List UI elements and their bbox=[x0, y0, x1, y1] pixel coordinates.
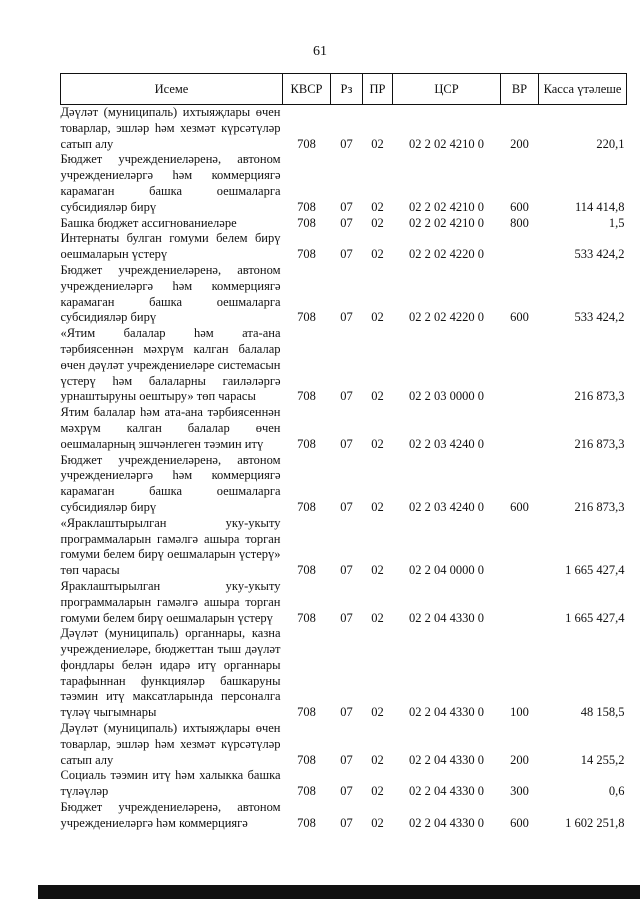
table-body bbox=[61, 105, 627, 832]
cell-rz: 07 bbox=[340, 784, 353, 799]
cell-kassa: 114 414,8 bbox=[574, 199, 625, 214]
table-header bbox=[61, 74, 627, 105]
cell-pr: 02 bbox=[371, 815, 384, 830]
scan-border-bar bbox=[38, 885, 640, 899]
table-row bbox=[61, 231, 627, 263]
table-header-row bbox=[61, 74, 627, 105]
table-row bbox=[61, 579, 627, 626]
cell-kassa: 533 424,2 bbox=[574, 310, 625, 325]
cell-kvsr: 708 bbox=[297, 199, 316, 214]
table-row bbox=[61, 216, 627, 232]
cell-pr: 02 bbox=[371, 499, 384, 514]
cell-kvsr: 708 bbox=[297, 815, 316, 830]
cell-name: Социаль тәэмин итү һәм халыкка башка түләүләр bbox=[60, 768, 281, 799]
header-kassa: Касса үтәлеше bbox=[539, 74, 627, 105]
cell-csr: 02 2 02 4210 0 bbox=[409, 215, 484, 230]
cell-vr: 600 bbox=[510, 499, 529, 514]
cell-kvsr: 708 bbox=[297, 705, 316, 720]
cell-pr: 02 bbox=[371, 215, 384, 230]
cell-name: Дәүләт (муниципаль) органнары, казна учреждениеләре, бюджеттан тыш дәүләт фондлары белән идарә итү органнары тарафыннан функцияләр башкаруны тәэмин итү максатларында персоналга түләү чыгымнары bbox=[60, 626, 281, 720]
cell-pr: 02 bbox=[371, 389, 384, 404]
cell-vr bbox=[501, 516, 539, 579]
cell-rz: 07 bbox=[340, 752, 353, 767]
cell-rz: 07 bbox=[340, 436, 353, 451]
cell-rz: 07 bbox=[340, 499, 353, 514]
cell-vr: 600 bbox=[510, 199, 529, 214]
cell-name: Яраклаштырылган уку-укыту программаларын гамәлгә ашыра торган гомуми белем бирү оешмаларын үстерү bbox=[60, 578, 281, 625]
table-row bbox=[61, 405, 627, 452]
table-row bbox=[61, 721, 627, 768]
cell-vr bbox=[501, 231, 539, 263]
cell-kassa: 216 873,3 bbox=[574, 436, 625, 451]
cell-csr: 02 2 02 4220 0 bbox=[409, 310, 484, 325]
cell-csr: 02 2 04 4330 0 bbox=[409, 752, 484, 767]
cell-kvsr: 708 bbox=[297, 247, 316, 262]
cell-vr: 200 bbox=[510, 752, 529, 767]
cell-csr: 02 2 02 4210 0 bbox=[409, 136, 484, 151]
cell-kassa: 1 665 427,4 bbox=[565, 610, 625, 625]
cell-name: Бюджет учреждениеләренә, автоном учреждениеләргә һәм коммерциягә карамаган башка оешмаларга субсидияләр бирү bbox=[60, 152, 281, 214]
cell-vr: 100 bbox=[510, 705, 529, 720]
cell-pr: 02 bbox=[371, 610, 384, 625]
cell-kassa: 1 602 251,8 bbox=[565, 815, 625, 830]
cell-name: Интернаты булган гомуми белем бирү оешмаларын үстерү bbox=[60, 231, 281, 262]
cell-kvsr: 708 bbox=[297, 610, 316, 625]
cell-vr bbox=[501, 579, 539, 626]
cell-kvsr: 708 bbox=[297, 215, 316, 230]
page-number: 61 bbox=[313, 44, 327, 59]
cell-kassa: 216 873,3 bbox=[574, 389, 625, 404]
table-row bbox=[61, 152, 627, 215]
cell-csr: 02 2 04 4330 0 bbox=[409, 610, 484, 625]
cell-vr: 200 bbox=[510, 136, 529, 151]
cell-csr: 02 2 03 4240 0 bbox=[409, 499, 484, 514]
cell-kassa: 1 665 427,4 bbox=[565, 563, 625, 578]
budget-table bbox=[60, 73, 627, 832]
cell-csr: 02 2 04 4330 0 bbox=[409, 784, 484, 799]
cell-csr: 02 2 02 4210 0 bbox=[409, 199, 484, 214]
cell-kassa: 220,1 bbox=[596, 136, 625, 151]
cell-kassa: 14 255,2 bbox=[580, 752, 625, 767]
cell-name: Дәүләт (муниципаль) ихтыяҗлары өчен товарлар, эшләр һәм хезмәт күрсәтүләр сатып алу bbox=[60, 105, 281, 151]
cell-vr bbox=[501, 326, 539, 405]
table-row bbox=[61, 626, 627, 721]
cell-pr: 02 bbox=[371, 563, 384, 578]
cell-csr: 02 2 03 0000 0 bbox=[409, 389, 484, 404]
cell-name: Дәүләт (муниципаль) ихтыяҗлары өчен товарлар, эшләр һәм хезмәт күрсәтүләр сатып алу bbox=[60, 721, 281, 767]
table-row bbox=[61, 263, 627, 326]
cell-kvsr: 708 bbox=[297, 752, 316, 767]
cell-vr: 800 bbox=[510, 215, 529, 230]
cell-pr: 02 bbox=[371, 310, 384, 325]
cell-name: Бюджет учреждениеләренә, автоном учреждениеләргә һәм коммерциягә bbox=[60, 800, 281, 830]
cell-kassa: 533 424,2 bbox=[574, 247, 625, 262]
header-csr: ЦСР bbox=[393, 74, 501, 105]
header-name: Исеме bbox=[61, 74, 283, 105]
table-row bbox=[61, 453, 627, 516]
cell-pr: 02 bbox=[371, 784, 384, 799]
cell-kvsr: 708 bbox=[297, 136, 316, 151]
cell-kvsr: 708 bbox=[297, 310, 316, 325]
table-row bbox=[61, 326, 627, 405]
cell-name: Башка бюджет ассигнованиеләре bbox=[60, 215, 237, 230]
cell-rz: 07 bbox=[340, 815, 353, 830]
cell-kvsr: 708 bbox=[297, 389, 316, 404]
header-rz: Рз bbox=[331, 74, 363, 105]
cell-vr: 300 bbox=[510, 784, 529, 799]
table-row bbox=[61, 105, 627, 153]
cell-pr: 02 bbox=[371, 705, 384, 720]
cell-name: «Ятим балалар һәм ата-ана тәрбиясеннән мәхрүм калган балалар өчен дәүләт учреждениеләре системасын үстерү һәм балаларны гаиләләргә урнаштыруны оештыру» төп чарасы bbox=[60, 326, 281, 404]
cell-csr: 02 2 03 4240 0 bbox=[409, 436, 484, 451]
cell-name: Ятим балалар һәм ата-ана тәрбиясеннән мәхрүм калган балалар өчен оешмаларның эшчәнлеген тәэмин итү bbox=[60, 405, 281, 451]
cell-rz: 07 bbox=[340, 563, 353, 578]
cell-rz: 07 bbox=[340, 199, 353, 214]
table-row bbox=[61, 800, 627, 832]
cell-csr: 02 2 04 0000 0 bbox=[409, 563, 484, 578]
cell-csr: 02 2 04 4330 0 bbox=[409, 705, 484, 720]
cell-name: Бюджет учреждениеләренә, автоном учреждениеләргә һәм коммерциягә карамаган башка оешмаларга субсидияләр бирү bbox=[60, 452, 281, 514]
cell-vr bbox=[501, 405, 539, 452]
cell-kvsr: 708 bbox=[297, 784, 316, 799]
budget-table-container bbox=[60, 73, 626, 832]
cell-vr: 600 bbox=[510, 310, 529, 325]
cell-pr: 02 bbox=[371, 752, 384, 767]
header-vr: ВР bbox=[501, 74, 539, 105]
header-kvsr: КВСР bbox=[283, 74, 331, 105]
cell-pr: 02 bbox=[371, 247, 384, 262]
cell-name: Бюджет учреждениеләренә, автоном учреждениеләргә һәм коммерциягә карамаган башка оешмаларга субсидияләр бирү bbox=[60, 262, 281, 325]
cell-rz: 07 bbox=[340, 247, 353, 262]
cell-kvsr: 708 bbox=[297, 436, 316, 451]
cell-rz: 07 bbox=[340, 389, 353, 404]
cell-kassa: 1,5 bbox=[608, 215, 625, 230]
cell-csr: 02 2 02 4220 0 bbox=[409, 247, 484, 262]
cell-rz: 07 bbox=[340, 310, 353, 325]
cell-rz: 07 bbox=[340, 610, 353, 625]
table-row bbox=[61, 516, 627, 579]
cell-pr: 02 bbox=[371, 199, 384, 214]
cell-rz: 07 bbox=[340, 705, 353, 720]
cell-pr: 02 bbox=[371, 436, 384, 451]
cell-kassa: 48 158,5 bbox=[580, 705, 625, 720]
cell-kvsr: 708 bbox=[297, 563, 316, 578]
cell-rz: 07 bbox=[340, 215, 353, 230]
cell-kvsr: 708 bbox=[297, 499, 316, 514]
table-row bbox=[61, 768, 627, 800]
cell-kassa: 0,6 bbox=[608, 784, 625, 799]
header-pr: ПР bbox=[363, 74, 393, 105]
cell-pr: 02 bbox=[371, 136, 384, 151]
cell-kassa: 216 873,3 bbox=[574, 499, 625, 514]
cell-vr: 600 bbox=[510, 815, 529, 830]
cell-name: «Яраклаштырылган уку-укыту программаларын гамәлгә ашыра торган гомуми белем бирү оешмаларын үстерү» төп чарасы bbox=[60, 515, 281, 578]
cell-rz: 07 bbox=[340, 136, 353, 151]
cell-csr: 02 2 04 4330 0 bbox=[409, 815, 484, 830]
